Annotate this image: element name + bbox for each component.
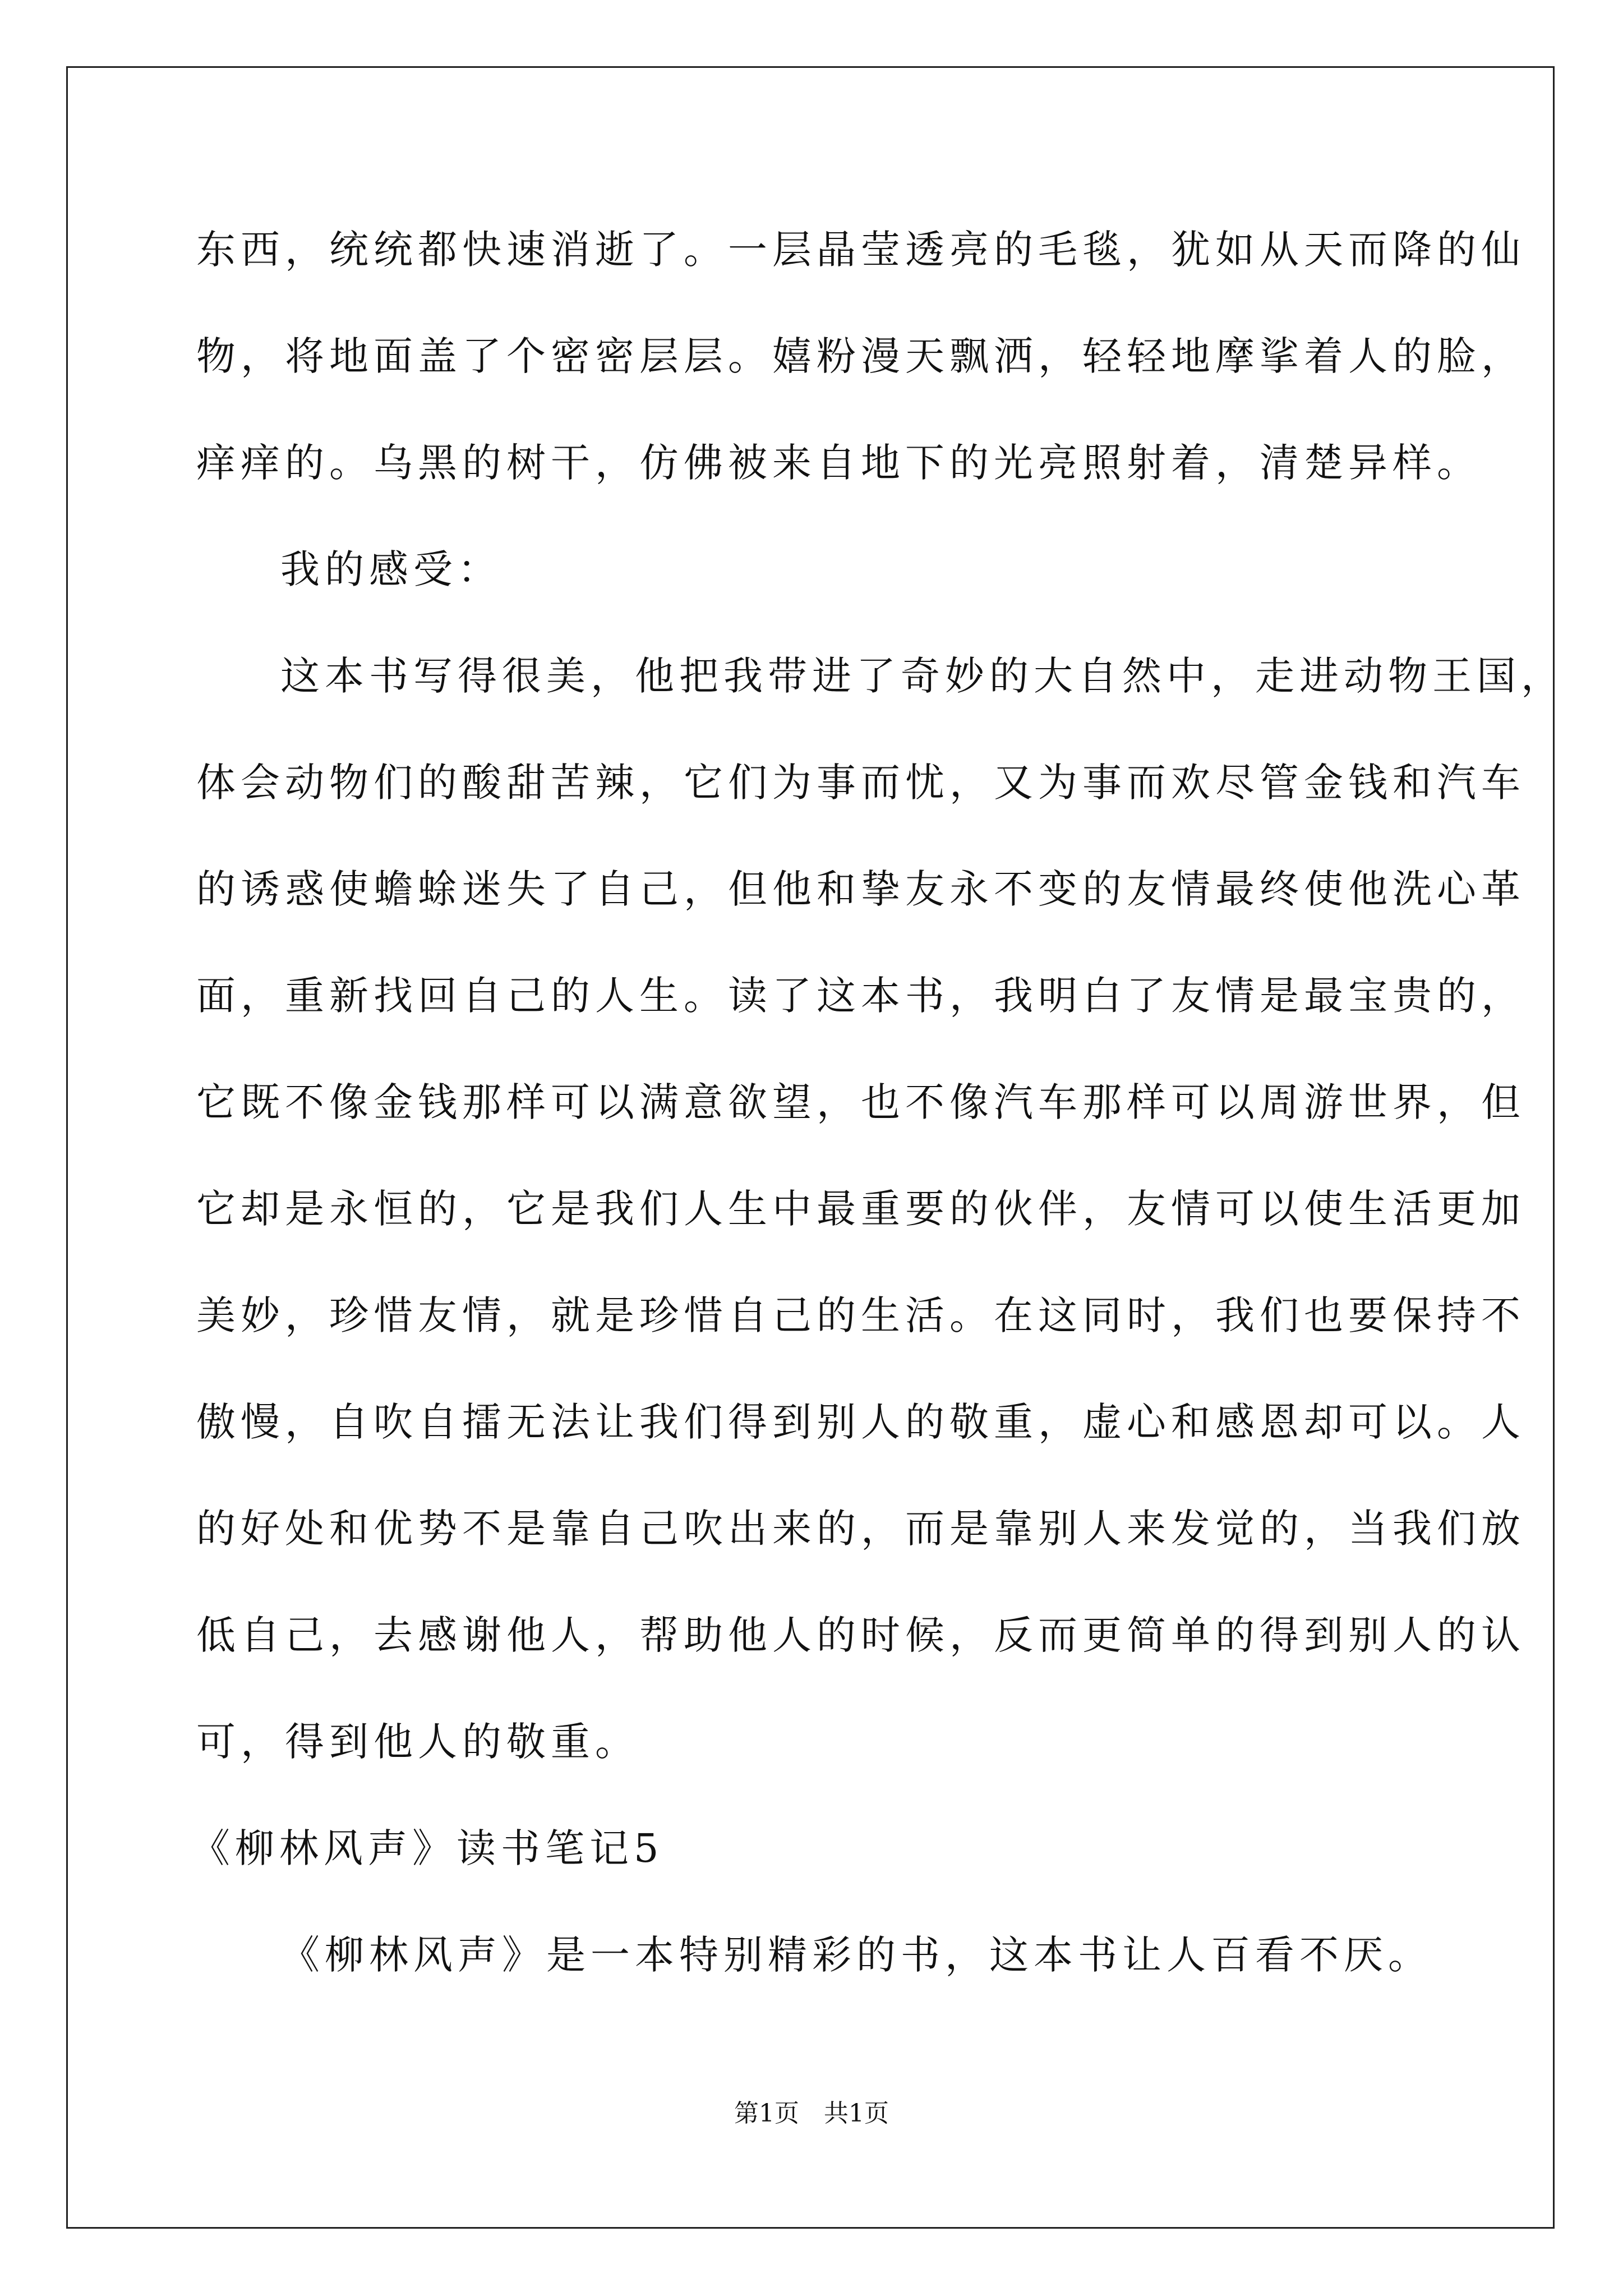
page-footer: 第1页 共1页 — [734, 2099, 889, 2128]
paragraph-line: 可，得到他人的敬重。 — [196, 1719, 639, 1765]
paragraph-line: 东西，统统都快速消逝了。一层晶莹透亮的毛毯，犹如从天而降的仙 — [196, 227, 1525, 273]
paragraph-line: 的诱惑使蟾蜍迷失了自己，但他和挚友永不变的友情最终使他洗心革 — [196, 866, 1525, 912]
section-heading: 《柳林风声》读书笔记5 — [191, 1825, 664, 1871]
paragraph-line: 面，重新找回自己的人生。读了这本书，我明白了友情是最宝贵的， — [196, 973, 1525, 1019]
paragraph-line: 的好处和优势不是靠自己吹出来的，而是靠别人来发觉的，当我们放 — [196, 1506, 1525, 1552]
document-body — [191, 208, 1565, 2019]
paragraph-line: 痒痒的。乌黑的树干，仿佛被来自地下的光亮照射着，清楚异样。 — [196, 440, 1481, 486]
paragraph-line: 物，将地面盖了个密密层层。嬉粉漫天飘洒，轻轻地摩挲着人的脸， — [196, 333, 1525, 379]
paragraph-line: 体会动物们的酸甜苦辣，它们为事而忧，又为事而欢尽管金钱和汽车 — [196, 760, 1525, 806]
paragraph-line: 《柳林风声》是一本特别精彩的书，这本书让人百看不厌。 — [280, 1932, 1432, 1978]
paragraph-line: 这本书写得很美，他把我带进了奇妙的大自然中，走进动物王国， — [280, 653, 1565, 699]
paragraph-line: 低自己，去感谢他人，帮助他人的时候，反而更简单的得到别人的认 — [196, 1612, 1525, 1658]
paragraph-line: 傲慢，自吹自擂无法让我们得到别人的敬重，虚心和感恩却可以。人 — [196, 1399, 1525, 1445]
section-label: 我的感受： — [280, 546, 502, 592]
paragraph-line: 它既不像金钱那样可以满意欲望，也不像汽车那样可以周游世界，但 — [196, 1079, 1525, 1125]
paragraph-line: 美妙，珍惜友情，就是珍惜自己的生活。在这同时，我们也要保持不 — [196, 1292, 1525, 1338]
paragraph-line: 它却是永恒的，它是我们人生中最重要的伙伴，友情可以使生活更加 — [196, 1186, 1525, 1232]
